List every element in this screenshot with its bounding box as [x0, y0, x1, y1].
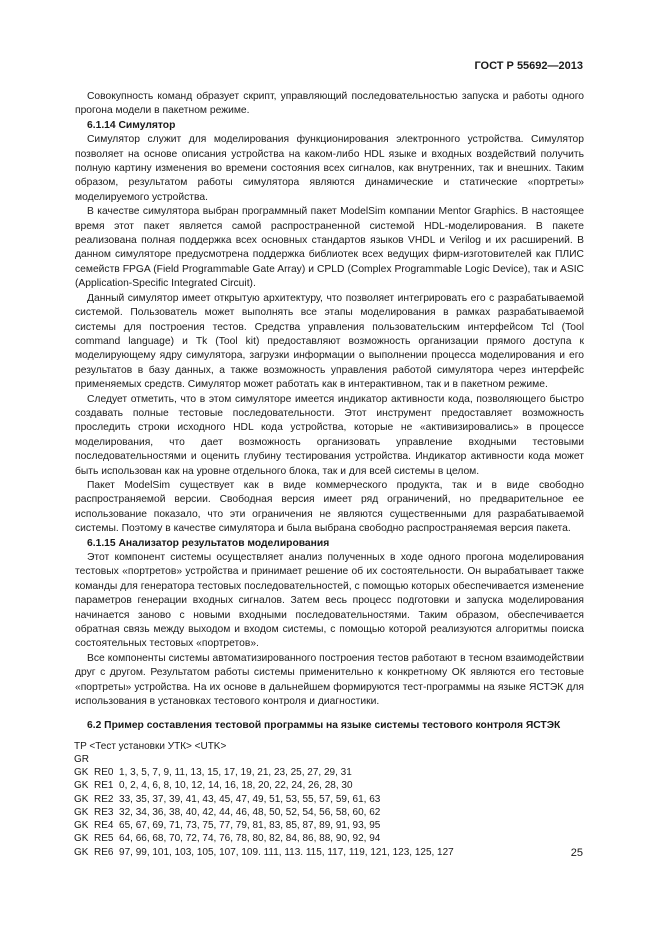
- code-line: GK RE3 32, 34, 36, 38, 40, 42, 44, 46, 48, 50, 52, 54, 56, 58, 60, 62: [74, 806, 381, 818]
- paragraph: Этот компонент системы осуществляет анализ полученных в ходе одного прогона моделирования тестовых «портретов» устройства и принимает решение об их состоятельности. Он вырабатывает также команды для генератора тестовых последовательностей, с помощью которых обеспечивается изменение параметров генерации входных сигналов. Затем весь процесс подготовки и запуска моделирования начинается заново с новыми входными последовательностями. Таким образом, обеспечивается обратная связь между выходом и входом системы, с помощью которой реализуются алгоритмы поиска состоятельных тестовых «портретов».: [75, 552, 584, 650]
- code-line: GK RE1 0, 2, 4, 6, 8, 10, 12, 14, 16, 18, 20, 22, 24, 26, 28, 30: [74, 780, 353, 792]
- code-line: TP <Тест установки УТК> <UTK>: [74, 740, 227, 752]
- paragraph: Совокупность команд образует скрипт, управляющий последовательностью запуска и работы одного прогона модели в пакетном режиме.: [75, 91, 584, 117]
- section-heading-6-2: 6.2 Пример составления тестовой программы на языке системы тестового контроля ЯСТЭК: [87, 720, 561, 732]
- page-number: 25: [570, 847, 583, 859]
- code-listing: [74, 740, 584, 859]
- code-line: GK RE0 1, 3, 5, 7, 9, 11, 13, 15, 17, 19, 21, 23, 25, 27, 29, 31: [74, 767, 352, 779]
- code-line: GK RE6 97, 99, 101, 103, 105, 107, 109. 111, 113. 115, 117, 119, 121, 123, 125, 127: [74, 846, 454, 858]
- page-body: [75, 90, 584, 859]
- document-standard-header: ГОСТ Р 55692—2013: [474, 60, 583, 72]
- section-heading-6-1-14: 6.1.14 Симулятор: [87, 119, 176, 131]
- code-line: GK RE2 33, 35, 37, 39, 41, 43, 45, 47, 49, 51, 53, 55, 57, 59, 61, 63: [74, 793, 381, 805]
- paragraph: Данный симулятор имеет открытую архитектуру, что позволяет интегрировать его с разрабатываемой системой. Пользователь может выполнять все этапы моделирования в рамках разрабатываемой системы для построения тестов. Средства управления пользовательским интерфейсом Tcl (Tool command language) и Tk (Tool kit) предоставляют возможность организации прямого доступа к моделирующему ядру симулятора, загрузки информации о выполнении процесса моделирования и его результатов в базу данных, а также возможность управления работой симулятора через интерфейс применяемых средств. Симулятор может работать как в интерактивном, так и в пакетном режиме.: [75, 292, 584, 391]
- code-line: GR: [74, 754, 89, 766]
- section-heading-6-1-15: 6.1.15 Анализатор результатов моделирования: [87, 537, 330, 549]
- code-line: GK RE4 65, 67, 69, 71, 73, 75, 77, 79, 81, 83, 85, 87, 89, 91, 93, 95: [74, 820, 381, 832]
- paragraph: Симулятор служит для моделирования функционирования электронного устройства. Симулятор позволяет на основе описания устройства на каком-либо HDL языке и входных воздействий получить полную картину изменения во времени состояния всех сигналов, как внутренних, так и внешних. Таким образом, результатом работы симулятора являются динамические и статические «портреты» моделируемого устройства.: [75, 134, 584, 203]
- paragraph: Все компоненты системы автоматизированного построения тестов работают в тесном взаимодействии друг с другом. Результатом работы системы применительно к конкретному ОК являются его тестовые «портреты» устройства. На их основе в дальнейшем формируются тест-программы на языке ЯСТЭК для использования в установках тестового контроля и диагностики.: [75, 652, 584, 708]
- paragraph: В качестве симулятора выбран программный пакет ModelSim компании Mentor Graphics. В настоящее время этот пакет является самой распространенной системой HDL-моделирования. В пакете реализована полная поддержка всех основных стандартов языков VHDL и Verilog и их расширений. В данном симуляторе предусмотрена поддержка библиотек всех ведущих фирм-изготовителей как ПЛИС семейств FPGA (Field Programmable Gate Array) и CPLD (Complex Programmable Logic Device), так и ASIC (Application-Specific Integrated Circuit).: [75, 206, 584, 290]
- paragraph: Пакет ModelSim существует как в виде коммерческого продукта, так и в виде свободно распространяемой версии. Свободная версия имеет ряд ограничений, но предварительное ее использование показало, что эти ограничения не являются существенными для разрабатываемой системы. Поэтому в качестве симулятора и была выбрана свободно распространяемая версия пакета.: [75, 479, 584, 535]
- paragraph: Следует отметить, что в этом симуляторе имеется индикатор активности кода, позволяющего быстро создавать полные тестовые последовательности. Этот инструмент предоставляет возможность проследить строки исходного HDL кода устройства, которые не «активизировались» в процессе моделирования, что дает возможность организовать управление входными тестовыми последовательностями и оценить глубину тестирования устройства. Индикатор активности кода может быть использован как на уровне отдельного блока, так и для всей системы в целом.: [75, 393, 584, 477]
- code-line: GK RE5 64, 66, 68, 70, 72, 74, 76, 78, 80, 82, 84, 86, 88, 90, 92, 94: [74, 833, 381, 845]
